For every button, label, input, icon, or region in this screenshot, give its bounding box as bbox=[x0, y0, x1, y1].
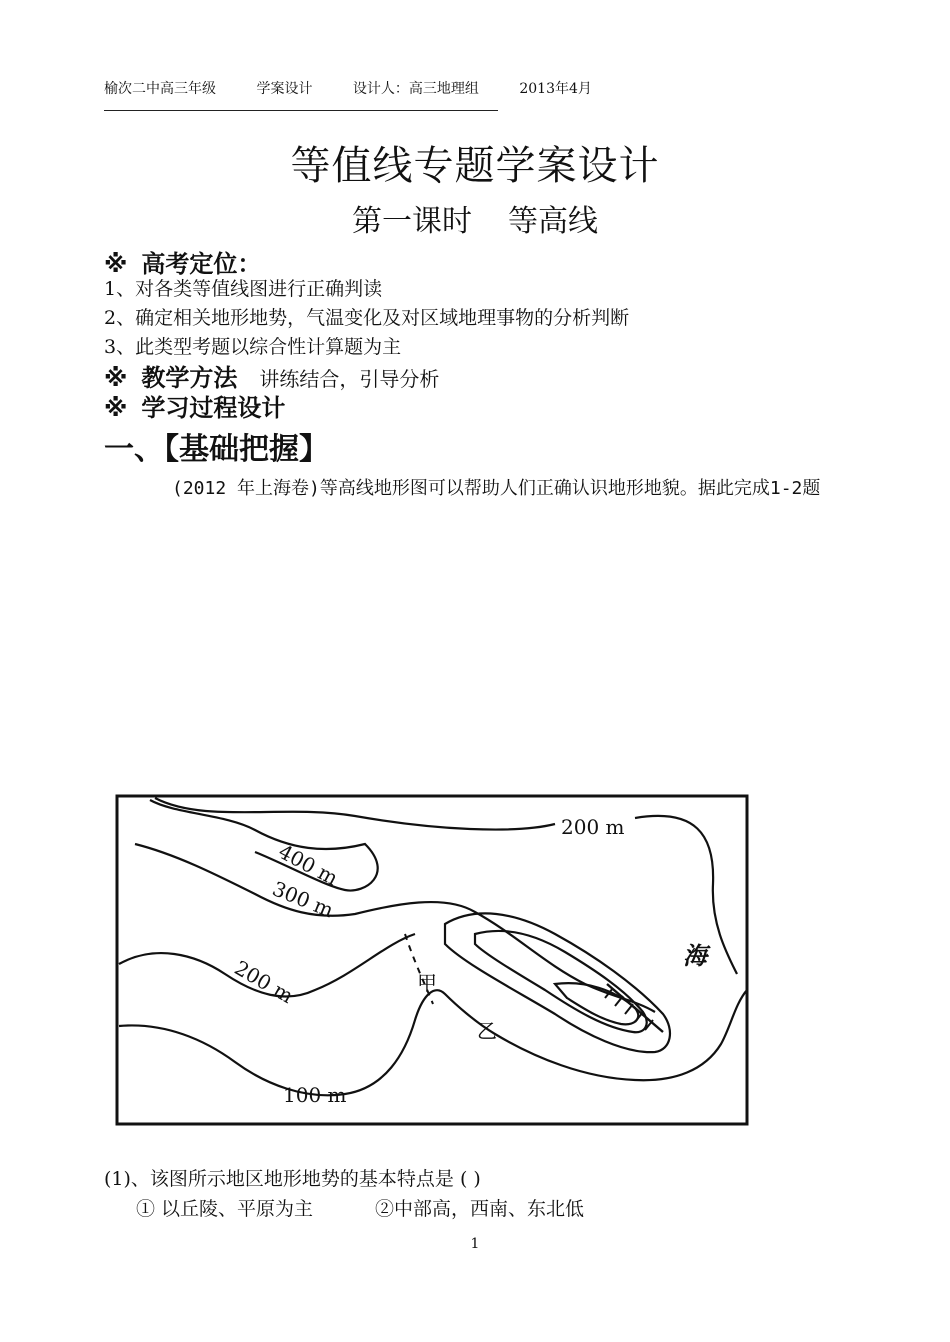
document-title: 等值线专题学案设计 bbox=[290, 143, 660, 189]
page-header bbox=[104, 78, 628, 98]
subtitle-lesson: 第一课时 bbox=[352, 204, 472, 239]
header-type: 学案设计 bbox=[256, 81, 313, 97]
page-number: 1 bbox=[470, 1236, 480, 1252]
reference-mark: ※ bbox=[104, 364, 128, 392]
question-stem: (1)、该图所示地区地形地势的基本特点是 ( ) bbox=[104, 1168, 481, 1190]
label-300: 300 m bbox=[269, 876, 337, 923]
section-label: 教学方法 bbox=[141, 364, 238, 392]
label-200-left: 200 m bbox=[230, 955, 298, 1009]
contour-map bbox=[115, 794, 751, 1128]
label-100: 100 m bbox=[283, 1083, 347, 1107]
document-subtitle bbox=[0, 196, 950, 240]
section-process-heading bbox=[104, 388, 285, 423]
section-label: 学习过程设计 bbox=[141, 394, 286, 422]
label-jia: 甲 bbox=[417, 971, 437, 995]
header-school: 榆次二中高三年级 bbox=[104, 81, 216, 97]
header-rule bbox=[104, 110, 498, 111]
method-content: 讲练结合，引导分析 bbox=[259, 367, 440, 391]
part-one-heading: 一、【基础把握】 bbox=[104, 432, 329, 467]
section-label: 高考定位： bbox=[141, 250, 262, 278]
positioning-item-1: 1、对各类等值线图进行正确判读 bbox=[104, 278, 383, 300]
subtitle-topic: 等高线 bbox=[508, 204, 598, 239]
label-sea: 海 bbox=[683, 941, 707, 970]
header-designer: 设计人：高三地理组 bbox=[352, 81, 479, 97]
map-frame bbox=[117, 796, 747, 1124]
question-options bbox=[136, 1194, 584, 1221]
label-yi: 乙 bbox=[477, 1019, 497, 1043]
label-400: 400 m bbox=[274, 839, 342, 891]
positioning-item-3: 3、此类型考题以综合性计算题为主 bbox=[104, 336, 402, 358]
positioning-item-2: 2、确定相关地形地势，气温变化及对区域地理事物的分析判断 bbox=[104, 307, 630, 329]
reference-mark: ※ bbox=[104, 394, 128, 422]
header-date: 2013年4月 bbox=[519, 81, 592, 97]
label-200-top: 200 m bbox=[561, 815, 625, 839]
reference-mark: ※ bbox=[104, 250, 128, 278]
part-one-intro: (2012 年上海卷)等高线地形图可以帮助人们正确认识地形地貌。据此完成1-2题 bbox=[172, 478, 821, 499]
option-2: ②中部高，西南、东北低 bbox=[375, 1198, 585, 1220]
option-1: ① 以丘陵、平原为主 bbox=[136, 1198, 314, 1220]
